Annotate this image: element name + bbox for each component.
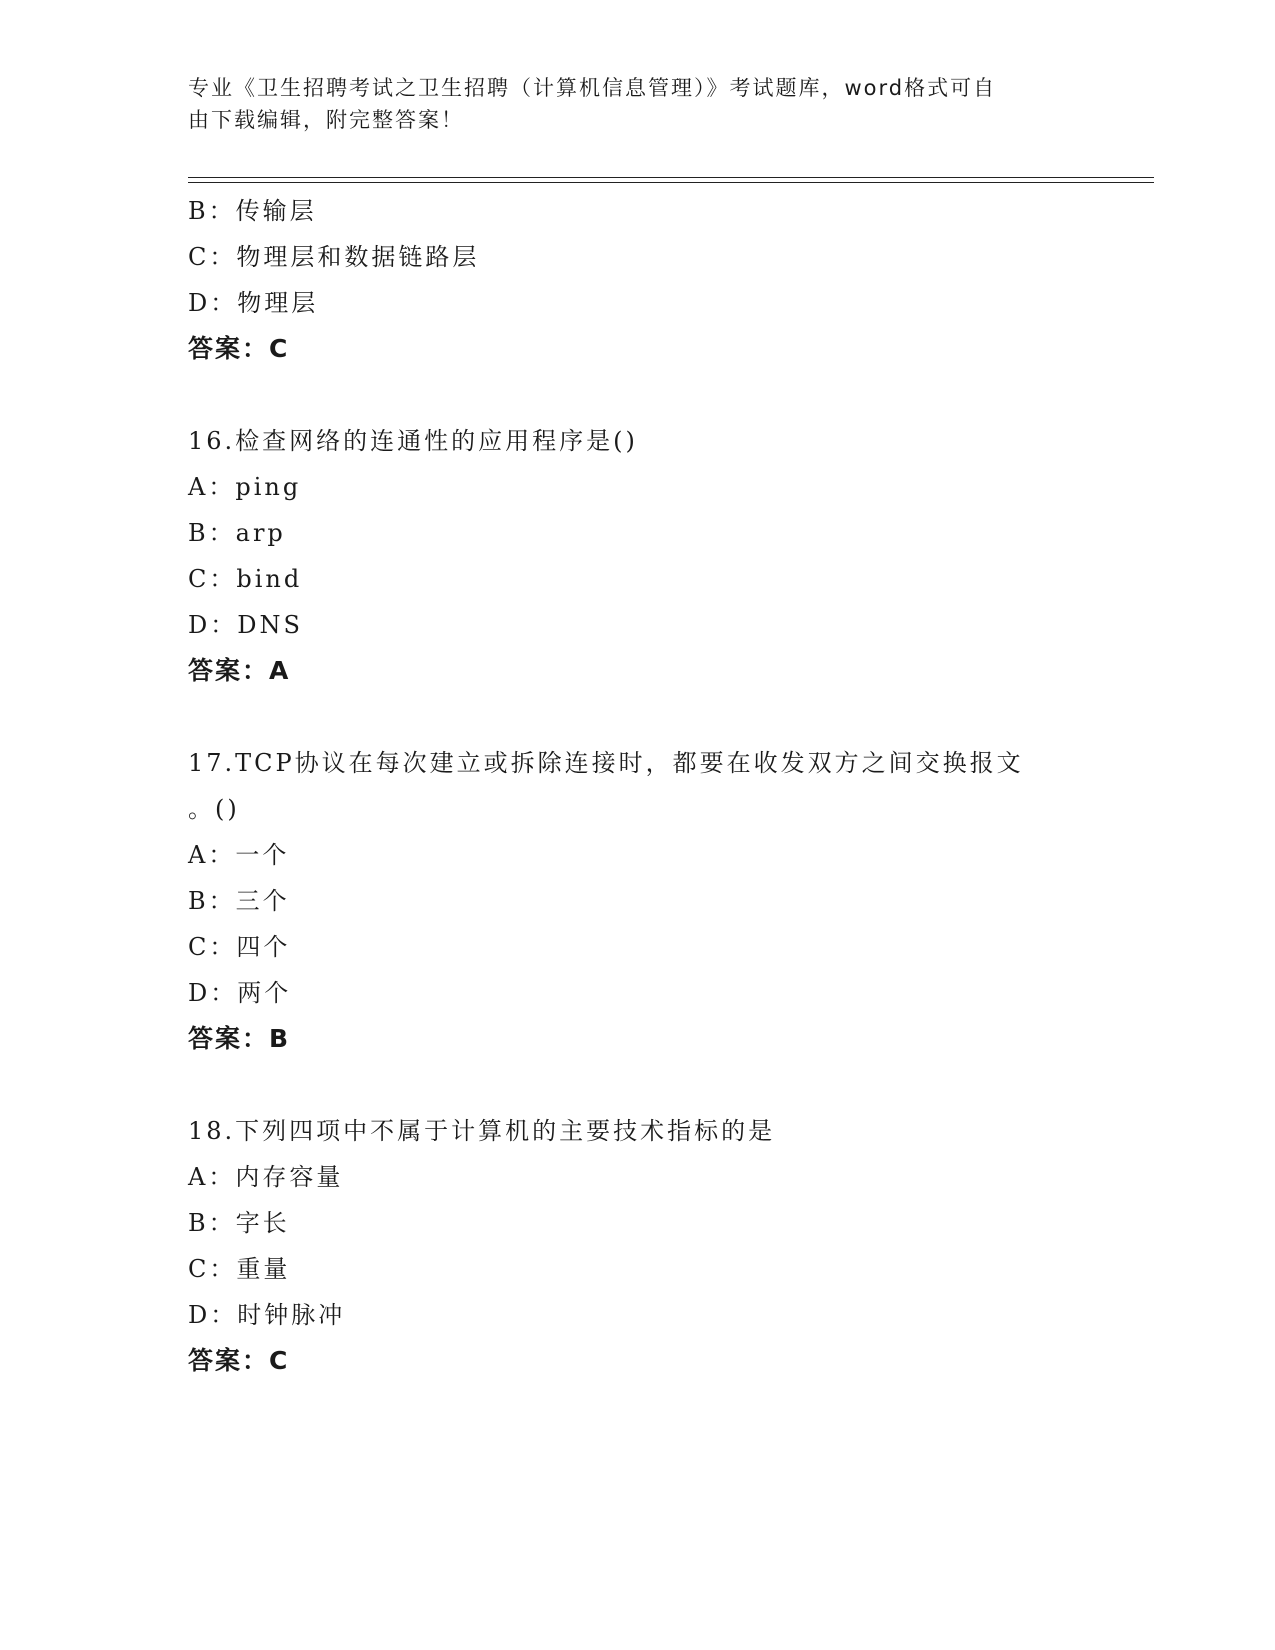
option-a: A：一个 [188, 841, 290, 869]
answer-line: 答案：C [188, 1346, 290, 1375]
answer-line: 答案：C [188, 334, 290, 363]
option-a: A：ping [188, 473, 302, 501]
option-d: D：两个 [188, 979, 292, 1007]
option-d: D：物理层 [188, 289, 319, 317]
option-d: D：DNS [188, 611, 303, 639]
option-c: C：四个 [188, 933, 291, 961]
question-list [188, 188, 1154, 1384]
option-c: C：物理层和数据链路层 [188, 243, 480, 271]
option-d: D：时钟脉冲 [188, 1301, 346, 1329]
question-text: 18.下列四项中不属于计算机的主要技术指标的是 [188, 1117, 776, 1145]
question-16 [188, 418, 1154, 694]
header-divider-top [188, 177, 1154, 178]
option-b: B：arp [188, 519, 286, 547]
spacer [188, 1062, 1154, 1108]
header-line-1: 专业《卫生招聘考试之卫生招聘（计算机信息管理）》考试题库，word格式可自 [188, 76, 997, 100]
header-line-2: 由下载编辑，附完整答案！ [188, 108, 464, 132]
question-text: 16.检查网络的连通性的应用程序是() [188, 427, 638, 455]
question-18 [188, 1108, 1154, 1384]
answer-line: 答案：B [188, 1024, 291, 1053]
question-15 [188, 188, 1154, 372]
spacer [188, 694, 1154, 740]
question-text-continued: 。() [188, 795, 240, 823]
option-c: C：bind [188, 565, 303, 593]
option-c: C：重量 [188, 1255, 291, 1283]
option-b: B：传输层 [188, 197, 317, 225]
question-17 [188, 740, 1154, 1062]
question-text: 17.TCP协议在每次建立或拆除连接时，都要在收发双方之间交换报文 [188, 749, 1024, 777]
answer-line: 答案：A [188, 656, 291, 685]
header-divider-bottom [188, 182, 1154, 183]
document-header [188, 72, 1068, 136]
option-a: A：内存容量 [188, 1163, 344, 1191]
option-b: B：三个 [188, 887, 290, 915]
spacer [188, 372, 1154, 418]
option-b: B：字长 [188, 1209, 290, 1237]
